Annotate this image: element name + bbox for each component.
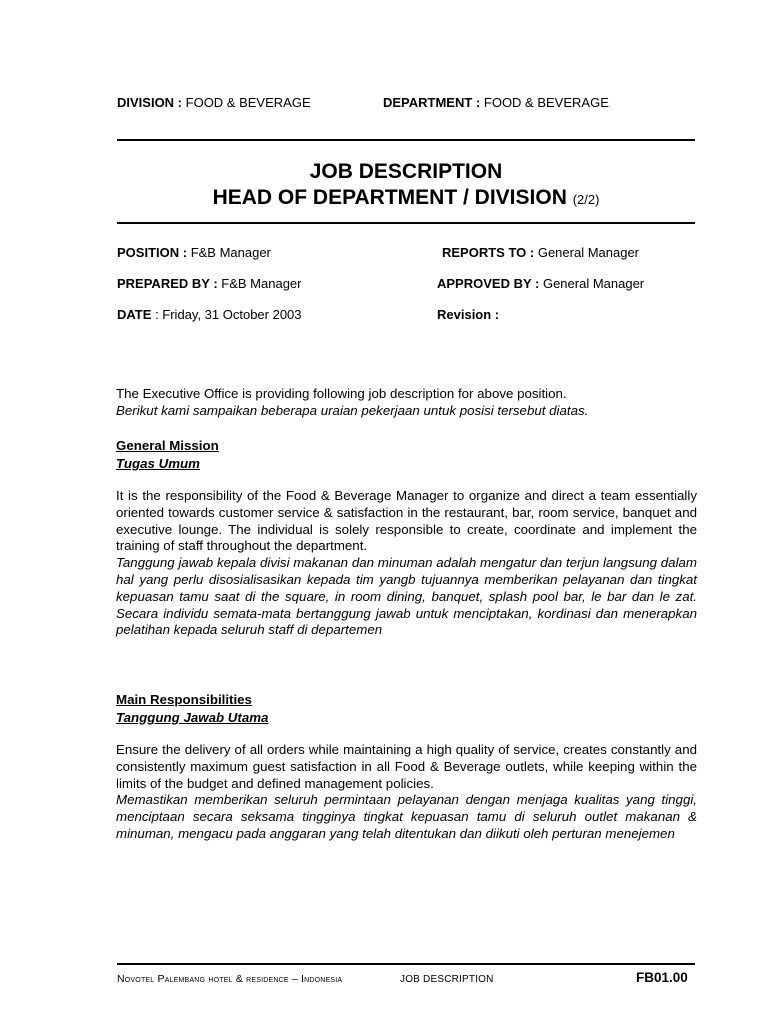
general-mission-body — [116, 488, 697, 639]
division-value: FOOD & BEVERAGE — [185, 95, 311, 110]
main-responsibilities-heading-id: Tanggung Jawab Utama — [116, 710, 269, 725]
division-label: DIVISION : — [117, 95, 183, 110]
title-line-2 — [117, 185, 695, 213]
general-mission-heading-id: Tugas Umum — [116, 456, 200, 471]
title-divider — [117, 222, 695, 224]
document-title — [117, 159, 695, 213]
approved-by-value: General Manager — [542, 276, 645, 291]
title-line-1: JOB DESCRIPTION — [309, 160, 503, 183]
department-label: DEPARTMENT : — [383, 95, 481, 110]
reports-to-label: REPORTS TO : — [442, 245, 535, 260]
position-field — [117, 245, 271, 260]
general-mission-text-id: Tanggung jawab kepala divisi makanan dan minuman adalah mengatur dan terjun langsung dalam hal yang perlu disosialisasikan kepada tim yangb tujuannya memberikan pelayanan dan tingkat kepuasan tamu saat di the square, in room dining, banquet, splash pool bar, le bar dan le zat. Secara individu semata-mata bertanggung jawab untuk menciptakan, kordinasi dan menerapkan pelatihan kepada seluruh staff di departemen — [116, 555, 697, 638]
main-responsibilities-text-en: Ensure the delivery of all orders while maintaining a high quality of service, creates constantly and consistently maximum guest satisfaction in all Food & Beverage outlets, while keeping within the limits of the budget and defined management policies. — [116, 742, 697, 791]
division-field — [117, 95, 311, 110]
date-label: DATE — [117, 307, 152, 322]
footer-doc: JOB DESCRIPTION — [400, 974, 494, 985]
intro-section — [116, 386, 697, 420]
general-mission-text-en: It is the responsibility of the Food & Beverage Manager to organize and direct a team essentially oriented towards customer service & satisfaction in the restaurant, bar, room service, banquet and executive lounge. The individual is solely responsible to create, coordinate and implement the training of staff throughout the department. — [116, 488, 697, 554]
reports-to-value: General Manager — [537, 245, 640, 260]
date-value: : Friday, 31 October 2003 — [155, 307, 302, 322]
revision-label: Revision : — [437, 307, 500, 322]
footer-hotel — [117, 973, 342, 985]
department-field — [383, 95, 609, 110]
approved-by-field — [437, 276, 644, 291]
approved-by-label: APPROVED BY : — [437, 276, 540, 291]
main-responsibilities-body — [116, 742, 697, 843]
main-responsibilities-text-id: Memastikan memberikan seluruh permintaan pelayanan dengan menjaga kualitas yang tinggi, menciptaan secara seksama tingginya tingkat kepuasan tamu di seluruh outlet makanan & minuman, mengacu pada anggaran yang telah ditentukan dan diikuti oleh perturan menejemen — [116, 792, 697, 841]
main-responsibilities-heading: Main Responsibilities — [116, 692, 252, 707]
footer-divider — [117, 963, 695, 965]
department-value: FOOD & BEVERAGE — [483, 95, 609, 110]
reports-to-field — [442, 245, 639, 260]
title-line-2-text: HEAD OF DEPARTMENT / DIVISION — [212, 186, 567, 209]
prepared-by-value: F&B Manager — [221, 276, 302, 291]
top-divider — [117, 139, 695, 141]
intro-text-id: Berikut kami sampaikan beberapa uraian pekerjaan untuk posisi tersebut diatas. — [116, 402, 589, 418]
position-label: POSITION : — [117, 245, 188, 260]
revision-field — [437, 307, 499, 322]
position-value: F&B Manager — [190, 245, 271, 260]
footer-code: FB01.00 — [636, 970, 688, 985]
page-marker: (2/2) — [572, 192, 600, 207]
general-mission-heading: General Mission — [116, 438, 219, 453]
intro-text-en: The Executive Office is providing following job description for above position. — [116, 386, 567, 401]
date-field — [117, 307, 302, 322]
prepared-by-label: PREPARED BY : — [117, 276, 218, 291]
prepared-by-field — [117, 276, 301, 291]
footer-hotel-text: Novotel Palembang hotel & residence – Indonesia — [117, 973, 343, 985]
